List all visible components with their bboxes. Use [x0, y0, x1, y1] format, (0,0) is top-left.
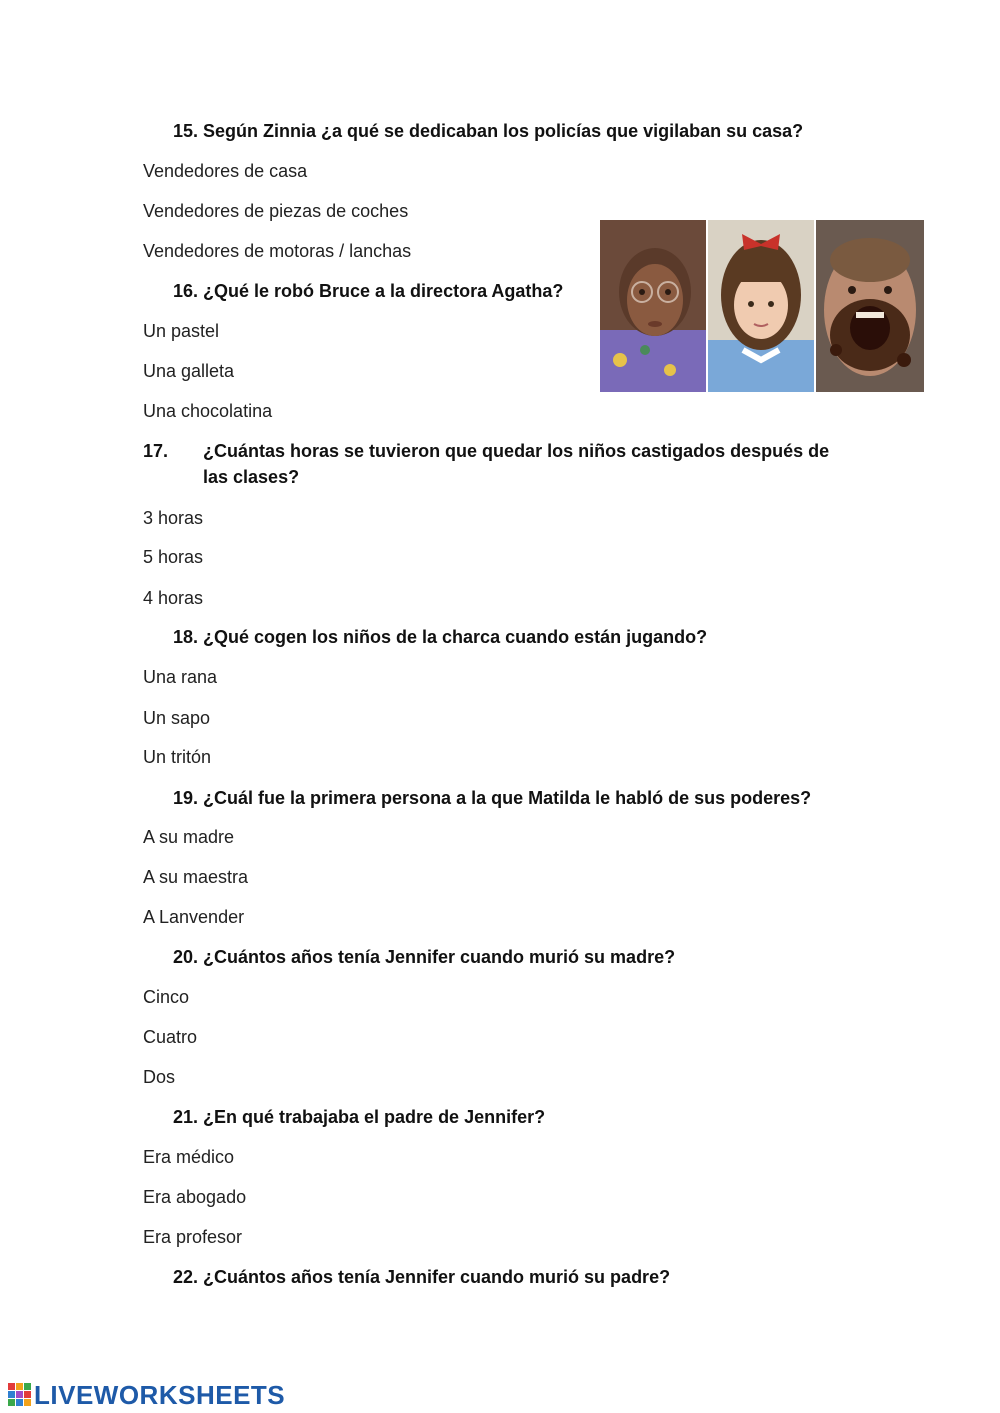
question-text: ¿En qué trabajaba el padre de Jennifer?	[203, 1107, 546, 1127]
answer-option[interactable]: Vendedores de casa	[143, 161, 308, 181]
answer-option[interactable]: Una chocolatina	[143, 401, 273, 421]
question-number: 18.	[173, 627, 199, 647]
question-text: Según Zinnia ¿a qué se dedicaban los policías que vigilaban su casa?	[203, 121, 804, 141]
question-number: 19.	[173, 788, 199, 808]
answer-option[interactable]: Un pastel	[143, 321, 220, 341]
answer-option[interactable]: Era profesor	[143, 1227, 243, 1247]
question-15	[173, 118, 803, 144]
question-text: ¿Cuántas horas se tuvieron que quedar los niños castigados después de las clases?	[203, 441, 830, 487]
answer-option[interactable]: Era abogado	[143, 1187, 247, 1207]
question-17	[143, 438, 833, 490]
question-text: ¿Cuál fue la primera persona a la que Matilda le habló de sus poderes?	[203, 788, 812, 808]
photo-bruce-chocolate	[816, 220, 924, 392]
answer-option[interactable]: 3 horas	[143, 508, 204, 528]
photo-matilda	[708, 220, 814, 392]
answer-option[interactable]: Un tritón	[143, 747, 212, 767]
answer-option[interactable]: 5 horas	[143, 547, 204, 567]
question-18	[173, 624, 707, 650]
question-19	[173, 785, 811, 811]
answer-option[interactable]: Dos	[143, 1067, 176, 1087]
question-number: 17.	[143, 441, 169, 461]
movie-photo-strip	[600, 220, 924, 392]
question-number: 15.	[173, 121, 199, 141]
question-number: 22.	[173, 1267, 199, 1287]
answer-option[interactable]: Una galleta	[143, 361, 235, 381]
question-number: 21.	[173, 1107, 199, 1127]
question-number: 16.	[173, 281, 199, 301]
liveworksheets-logo	[8, 1380, 285, 1410]
answer-option[interactable]: Cinco	[143, 987, 190, 1007]
answer-option[interactable]: Era médico	[143, 1147, 235, 1167]
answer-option[interactable]: A su maestra	[143, 867, 249, 887]
answer-option[interactable]: Cuatro	[143, 1027, 198, 1047]
question-number: 20.	[173, 947, 199, 967]
answer-option[interactable]: Vendedores de piezas de coches	[143, 201, 409, 221]
logo-blocks-icon	[8, 1383, 32, 1407]
question-text: ¿Cuántos años tenía Jennifer cuando murió su padre?	[203, 1267, 671, 1287]
answer-option[interactable]: A su madre	[143, 827, 235, 847]
question-22	[173, 1264, 670, 1290]
question-text: ¿Cuántos años tenía Jennifer cuando murió su madre?	[203, 947, 676, 967]
question-text: ¿Qué le robó Bruce a la directora Agatha?	[203, 281, 564, 301]
answer-option[interactable]: A Lanvender	[143, 907, 245, 927]
answer-option[interactable]: Una rana	[143, 667, 218, 687]
answer-option[interactable]: Vendedores de motoras / lanchas	[143, 241, 412, 261]
question-16	[173, 278, 563, 304]
answer-option[interactable]: Un sapo	[143, 708, 211, 728]
question-text: ¿Qué cogen los niños de la charca cuando están jugando?	[203, 627, 708, 647]
question-21	[173, 1104, 545, 1130]
question-20	[173, 944, 675, 970]
logo-text: LIVEWORKSHEETS	[34, 1380, 286, 1410]
answer-option[interactable]: 4 horas	[143, 588, 204, 608]
photo-girl-with-glasses	[600, 220, 706, 392]
